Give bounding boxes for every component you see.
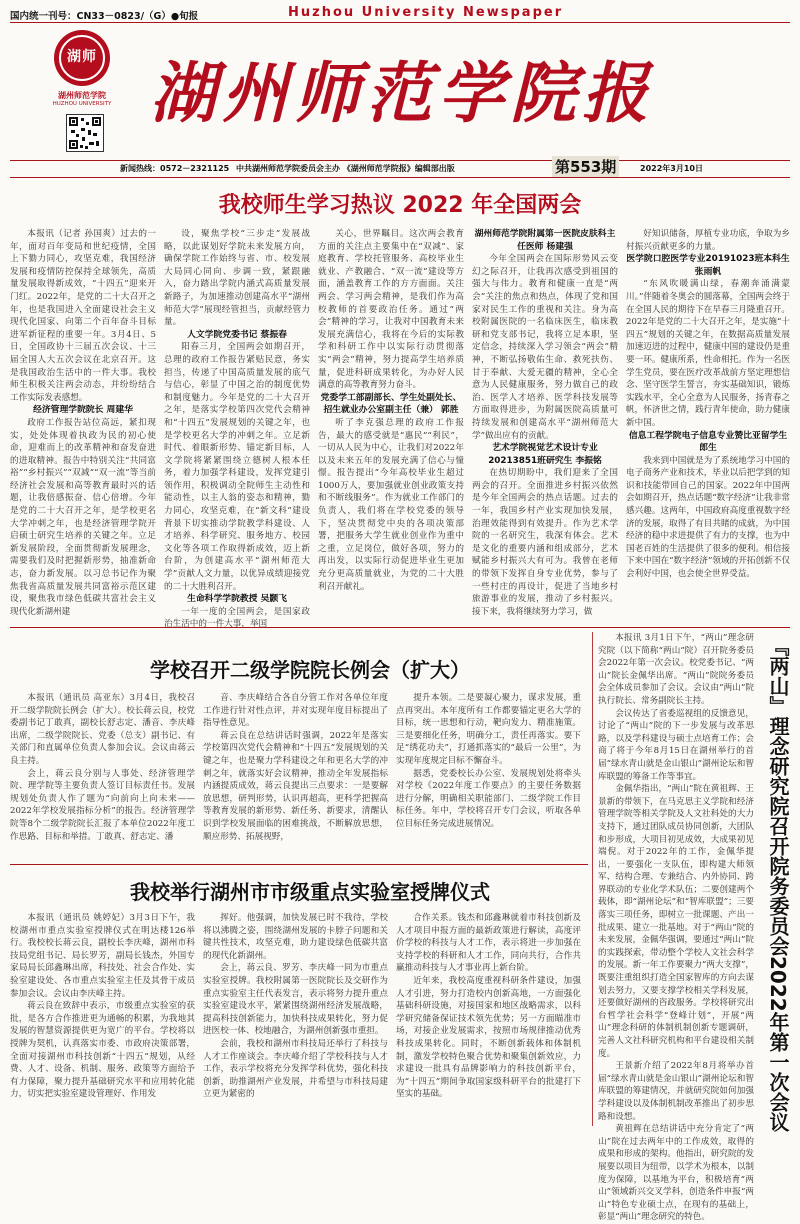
issue-number: 第553期 [552,156,619,177]
sponsor-line: 中共湖州师范学院委员会主办 《湖州师范学院报》编辑部出版 [236,164,455,173]
article1-headline: 我校师生学习热议 2022 年全国两会 [218,193,582,218]
paragraph: 黄祖辉在总结讲话中充分肯定了“两山”院在过去两年中的工作成效，取得的成果和形成的架构。他指出，研究院的发展要以项目为纽带，以学术为根本，以制度为保障，以基地为平台，积极培育“两山”领域新兴交叉学科，创造条件申报“两山”特色专业硕士点，在现有的基础上，彰显“两山”理念研究的特色。 [598,1124,754,1223]
logo-text: 湖州师范学院 [58,91,106,100]
article3-column-1 [10,912,195,1126]
article2-column-3 [396,692,581,858]
issn-line: 国内统一刊号：CN33－0823/（G）●旬报 [10,11,199,22]
paragraph: 提升本领。二是要凝心聚力，谋求发展，重点再突出。本年度所有工作都要锚定更名大学的目标，统一思想和行动，靶向发力、精准施策。三是要细化任务，明确分工，责任再落实。要下足“绣花功夫”，打通抓落实的“最后一公里”，为实现年度规定目标不懈奋斗。 [396,693,581,766]
paragraph: 蒋云良在致辞中表示，市级重点实验室的获批，是各方合作推进更为通畅的积累，为我地其发展的智慧资源提供更为宽广的平台。学校将以授牌为契机，认真落实市委、市政府决策部署，全面对接湖州市科技创新“十四五”规划，从经费、人才、设备、机制、服务、政策等方面给予有力保障，聚力提升基础研究水平和应用转化能力，切实把实验室建设管理好、作用发 [10,1001,195,1100]
qr-code [66,114,104,152]
paragraph: 近年来，我校高度重视科研条件建设，加强人才引进，努力打造校内创新高地，一方面强化基础科研设施，对接国家和地区战略需求，以科学研究储备保证技术领先优势；另一方面瞄准市场，对接企业发展需求，按照市场规律推动优秀科技成果转化。同时，不断创新载体和体制机制，激发学校特色聚合优势和聚集创新效应，力求建设一批具有品牌影响力的科技创新平台，为“十四五”期间争取国家级科研平台的批建打下坚实的基础。 [396,975,581,1100]
paragraph: 阳春三月，全国两会如期召开，总理的政府工作报告紧贴民意，务实担当，传递了中国高质量发展的底气与信心，彰显了中国之治的制度优势和制度魅力。今年是党的二十大召开之年，是落实学校第四次党代会精神和“十四五”发展规划的关键之年，也是学校更名大学的冲刺之年。立足新时代、着眼新形势、锚定新目标，人文学院将紧紧围绕立德树人根本任务，着力加强学科建设，发挥党建引领作用，积极调动全院师生主动性和能动性，以主人翁的姿态和精神，勠力同心，攻坚克难，在“新文科”建设背景下切实推动学院教学科建设、人才培养、科学研究、服务地方、校园文化等各项工作取得新成效，迈上新台阶，为创建高水平“湖州师范大学”贡献人文力量，以优异成绩迎接党的二十大胜利召开。 [164,342,310,592]
speaker-title: 生命科学学院教授 吴颢飞 [187,594,287,605]
article3-column-3 [396,912,581,1126]
paragraph: 听了李克强总理的政府工作报告，最大的感受就是“惠民”“利民”，一切从人民为中心，让我们对2022年以及未来五年的发展充满了信心与憧憬。报告提出“今年高校毕业生超过1000万人，要加强就业创业政策支持和不断线服务”。作为就业工作部门的负责人，我们将在学校党委的领导下，坚决贯彻党中央的各项决策部署，把服务大学生就业创业作为重中之重，立足岗位，做好各项，努力的再出发，以实际行动促进毕业生更加充分更高质量就业，为党的二十大胜利召开献礼。 [318,417,464,592]
speaker-title: 经济管理学院院长 周建华 [33,405,133,416]
paragraph: 合作关系。钱杰和邱鑫琳就着市科技创新及人才项目申报方面的最新政策进行解读，高度评价学校的科技与人才工作，表示将进一步加强在支持学校的科研和人才工作，同向共行，合作共赢推动科技与人才事业再上新台阶。 [396,913,581,974]
article1-column-2 [164,228,310,630]
paragraph: 音、李庆峰结合各自分管工作对各单位年度工作进行针对性点评，并对实现年度目标提出了指导性意见。 [203,693,388,729]
paragraph: 本报讯（记者 孙国爽）过去的一年，面对百年变局和世纪疫情，全国上下勠力同心，攻坚克难，我国经济发展和疫情防控保持全球领先，高质量发展取得新成效，“十四五”迎来开门红。2022年，是党的二十大召开之年，也是我国进入全面建设社会主义现代化国家、向第二个百年奋斗目标进军新征程的重要一年。3月4日、5日，全国政协十三届五次会议、十三届全国人大五次会议在北京召开。这是我国政治生活中的一件大事。我校师生积极关注两会动态，并纷纷结合工作实际发表感想。 [10,229,156,403]
article4-column [598,632,754,1223]
article3-headline: 我校举行湖州市市级重点实验室授牌仪式 [130,880,490,904]
paragraph: 本报讯（通讯员 姚婷妃）3月3日下午，我校湖州市重点实验室授牌仪式在明达楼126举行。我校校长蒋云良，副校长李庆峰，湖州市科技局党组书记、局长罗芳，副局长钱杰，外国专家局局长邱鑫琳出席，科技处、社会合作处、实验室建设处、各市重点实验室主任及其骨干成员参加会议。会议由李庆峰主持。 [10,913,195,999]
paragraph: 政府工作报告站位高远，紧扣现实，处处体现着执政为民的初心使命，迎难而上的改革精神和奋发奋进的进取精神。报告中特别关注“共同富裕”“乡村振兴”“双减”“双一流”等当前经济社会发展和高等教育最时兴的话题，让我倍感振奋、信心倍增。今年是党的二十大召开之年，是学校更名大学冲刺之年，也是经济管理学院开启硕士研究生培养的关键之年。立足新发展阶段，全面贯彻新发展理念，需要我们及时把握新形势，抽准新命志，奋力新发展。以习总书记作为聚焦我省高质量发展共同富裕示范区建设，聚焦我市绿色低碳共富社会主义现代化新湖州建 [10,417,156,617]
article2-column-2 [203,692,388,858]
hotline: 新闻热线：0572－2321125 [120,164,230,173]
issue-date: 2022年3月10日 [640,164,703,173]
article2-column-1 [10,692,195,858]
paragraph: 会议传达了省委巡视组的反馈意见，讨论了“两山”院的下一步发展与改革思路，以及学科建设与硕士点培育工作；会商了将于今年8月15日在湖州举行的首届“绿水青山就是金山银山”湖州论坛和智库联盟的筹备工作等事宜。 [598,708,754,782]
speaker-title: 湖州师范学院附属第一医院皮肤科主任医师 杨建强 [474,229,616,252]
paragraph: 挥好。他强调，加快发展已时不我待，学校将以沸腾之姿，围绕湖州发展的卡脖子问题和关键共性技术，攻坚克难，助力建设绿色低碳共富的现代化新湖州。 [203,913,388,961]
article4-headline: 『两山』理念研究院召开院务委员会2022年第一次会议 [766,636,790,1132]
article1-column-4 [472,228,618,621]
paragraph: 金佩华指出，“两山”院在黄祖辉、王景新的带领下，在马克思主义学院和经济管理学院等相关学院及人文社科处的大力支持下，通过团队成员协同创新，大团队和步形成，大项目初见成效，大成果初见端倪。对于2022年的工作，金佩华提出，一要强化一支队伍，即构建大师领军、结构合理、专兼结合、内外协同、跨界联动的专业化学术队伍；二要创建两个载体，即“湖州论坛”和“智库联盟”；三要落实三项任务，即树立一批课题、产出一批成果、建立一批基地。对于“两山”院的未来发展，金佩华强调，要通过“两山”院的实践探索，带动整个学校人文社会科学的发展。新一年工作要聚力“两大支撑”，既要注重组织打造全国家智库的方向去谋划去努力，又要支撑学校相关学科发展，还要做好湖州的咨政服务。学校将研究出台哲学社会科学“登峰计划”，开展“两山”理念科研的体制机制创新专题调研，完善人文社科研究机构和平台建设相关制度。 [598,784,754,1059]
paragraph: 设，聚焦学校“三步走”发展战略，以此谋划好学院未来发展方向，确保学院工作始终与省、市、校发展大局同心同向、步调一致，紧跟融入，奋力踏出学院内涵式高质量发展新路子，为加速推动创建高水平“湖州师范大学”展现经管担当，贡献经管力量。 [164,229,310,328]
speaker-title: 人文学院党委书记 蔡振春 [187,329,287,340]
article1-column-5 [626,228,790,621]
paragraph: 好知识储备，厚植专业功底，争取为乡村振兴贡献更多的力量。 [626,229,790,252]
paragraph: 会上，蒋云良分别与人事处、经济管理学院、理学院等主要负责人签订目标责任书。发展规划处负责人作了题为“向前向上向未来——2022年学校发展指标分析”的报告。经济管理学院等8个二级学院院长汇报了本单位2022年度工作思路、目标和举措。丁敢真、舒志定、潘 [10,768,195,842]
paragraph: 蒋云良在总结讲话时强调，2022年是落实学校第四次党代会精神和“十四五”发展规划的关键之年，也是聚力学科建设之年和更名大学的冲刺之年，就落实好会议精神，推动全年发展指标内涵提质成效，蒋云良提出三点要求：一是要解放思想，研判形势，认识再超高，更科学把握高等教育发展的新形势、新任务、新要求，清醒认识到学校发展面临的困难挑战，不断解放思想，顺应形势、拓展视野， [203,730,388,842]
paragraph: 今年全国两会在国际形势风云变幻之际召开，让我再次感受到祖国的强大与伟力。教育和健康一直是“两会”关注的焦点和热点，体现了党和国家对民生工作的重视和关注。身为高校附属医院的一名临床医生，临床教研和党支部书记，我将立足本职，坚定信念，持续深入学习领会“两会”精神，不断弘扬敬佑生命、救死扶伤、甘于奉献、大爱无疆的精神，全心全意为人民健康服务，努力做自己的政治、医学人才培养、医学科技发展等方面取得进步，为附属医院高质量可持续发展和创建高水平“湖州师范大学”做出应有的贡献。 [472,254,618,441]
article1-column-3 [318,228,464,621]
logo-en: HUZHOU UNIVERSITY [52,101,112,107]
paragraph: 本报讯 3月1日下午，“两山”理念研究院（以下简称“两山”院）召开院务委员会2022年第一次会议。校党委书记、“两山”院长金佩华出席。“两山”院院务委员会全体成员参加了会议。会议由“两山”院执行院长、常务副院长主持。 [598,633,754,706]
speaker-title: 艺术学院视觉艺术设计专业20213851班研究生 李振铭 [488,443,602,466]
speaker-title: 信息工程学院电子信息专业赞比亚留学生 郎生 [628,430,788,454]
article2-headline: 学校召开二级学院院长例会（扩大） [150,658,470,682]
paragraph: 据悉，党委校长办公室、发展规划处将牵头对学校《2022年度工作要点》的主要任务数据进行分解，明确相关职能部门、二级学院工作目标任务。年中，学校将召开专门会议，听取各单位目标任务完成进展情况。 [396,768,581,829]
article1-column-1 [10,228,156,621]
speaker-title: 党委学工部副部长、学生处副处长、招生就业办公室副主任（兼） 郭胜 [320,392,462,416]
paragraph: 我来到中国就是为了系统地学习中国的电子商务产业和技术，毕业以后把学到的知识和技能带回自己的国家。2022年中国两会如期召开，热点话题“数字经济”让我非常感兴趣。这两年，中国政府高度重视数字经济的发展，取得了有目共睹的成就，为中国经济的稳中求进提供了有力的支撑，也为中国老百姓的生活提供了很多的便利。相信接下来中国在“数字经济”领域的开拓创新不仅会利好中国，也会使全世界受益。 [626,455,790,580]
paragraph: 一年一度的全国两会，是国家政治生活中的一件大事，举国 [164,606,310,630]
paragraph: 王景新介绍了2022年8月将举办首届“绿水青山就是金山银山”湖州论坛和智库联盟的筹建情况，并就研究院如何加强学科建设以及体制机制改革推出了初步思路和设想。 [598,1061,754,1122]
paragraph: 本报讯（通讯员 高亚东）3月4日，我校召开二级学院院长例会（扩大）。校长蒋云良，校党委副书记丁敢真，副校长舒志定、潘音、李庆峰出席，二级学院院长、党委（总支）副书记、有关部门和直属单位负责人参加会议。会议由蒋云良主持。 [10,693,195,766]
english-title: Huzhou University Newspaper [288,5,564,20]
paragraph: 在热切期盼中，我们迎来了全国两会的召开。全面推进乡村振兴依然是今年全国两会的热点话题。过去的一年，我国乡村产业实现加快发展，治理效能得到有效提升。作为艺术学院的一名研究生，我深有体会。艺术是文化的重要内涵和组成部分，艺术赋能乡村振兴大有可为。我曾在老师的带领下发挥自身专业优势，参与了一些村庄的再设计，促进了当地乡村旅游事业的发展，推动了乡村振兴。接下来，我将继续努力学习，做 [472,468,618,617]
article3-column-2 [203,912,388,1126]
logo-chars: 湖师 [67,49,97,65]
university-logo [54,30,110,86]
speaker-title: 医学院口腔医学专业20191023班本科生 张雨帆 [626,254,790,277]
paragraph: 会前，我校和湖州市科技局还举行了科技与人才工作座谈会。李庆峰介绍了学校科技与人才工作，表示学校将充分发挥学科优势，强化科技创新，助推湖州产业发展，并希望与市科技局建立更为紧密的 [203,1038,388,1100]
newspaper-title: 湖州师范学院报 [150,54,654,132]
paragraph: 关心，世界瞩目。这次两会教育方面的关注点主要集中在“双减”、家庭教育、学校托管服务、高校毕业生就业、产教融合、“双一流”建设等方面，涵盖教育工作的方方面面。关注两会、学习两会精神，是我们作为高校教师的首要政治任务。通过“两会”精神的学习，让我对中国教育未来发展充满信心，我将在今后的实际教学和科研工作中以实际行动贯彻落实“两会”精神，努力提高学生培养质量，促进科研成果转化，为办好人民满意的高等教育努力奋斗。 [318,229,464,391]
paragraph: 会上，蒋云良、罗芳、李庆峰一同为市重点实验室授牌。我校附属第一医院院长及交研作为重点实验室主任代表发言，表示将努力提升重点实验室建设水平，紧紧围绕湖州经济发展战略，提高科技创新能力，加快科技成果转化，努力促进医校一体、校地融合，为湖州创新强市重担。 [203,963,388,1037]
paragraph: “东风吹暖满山绿，春潮奔涌满蒙川。”伴随着冬奥会的圆落幕，全国两会终于在全国人民的期待下在早春三月隆重召开。2022年是党的二十大召开之年，是实施“十四五”规划的关键之年，在数据高质量发展加速迈进的过程中，健康中国的建设仍是重要一环。健康所系，性命相托。作为一名医学生党员，要在医疗改革战前方坚定理想信念、坚守医学生誓言，夯实基础知识，锻炼实践水平，全心全意为人民服务，扬青春之帆，怀济世之情，践行青年使命，助力健康新中国。 [626,279,790,428]
